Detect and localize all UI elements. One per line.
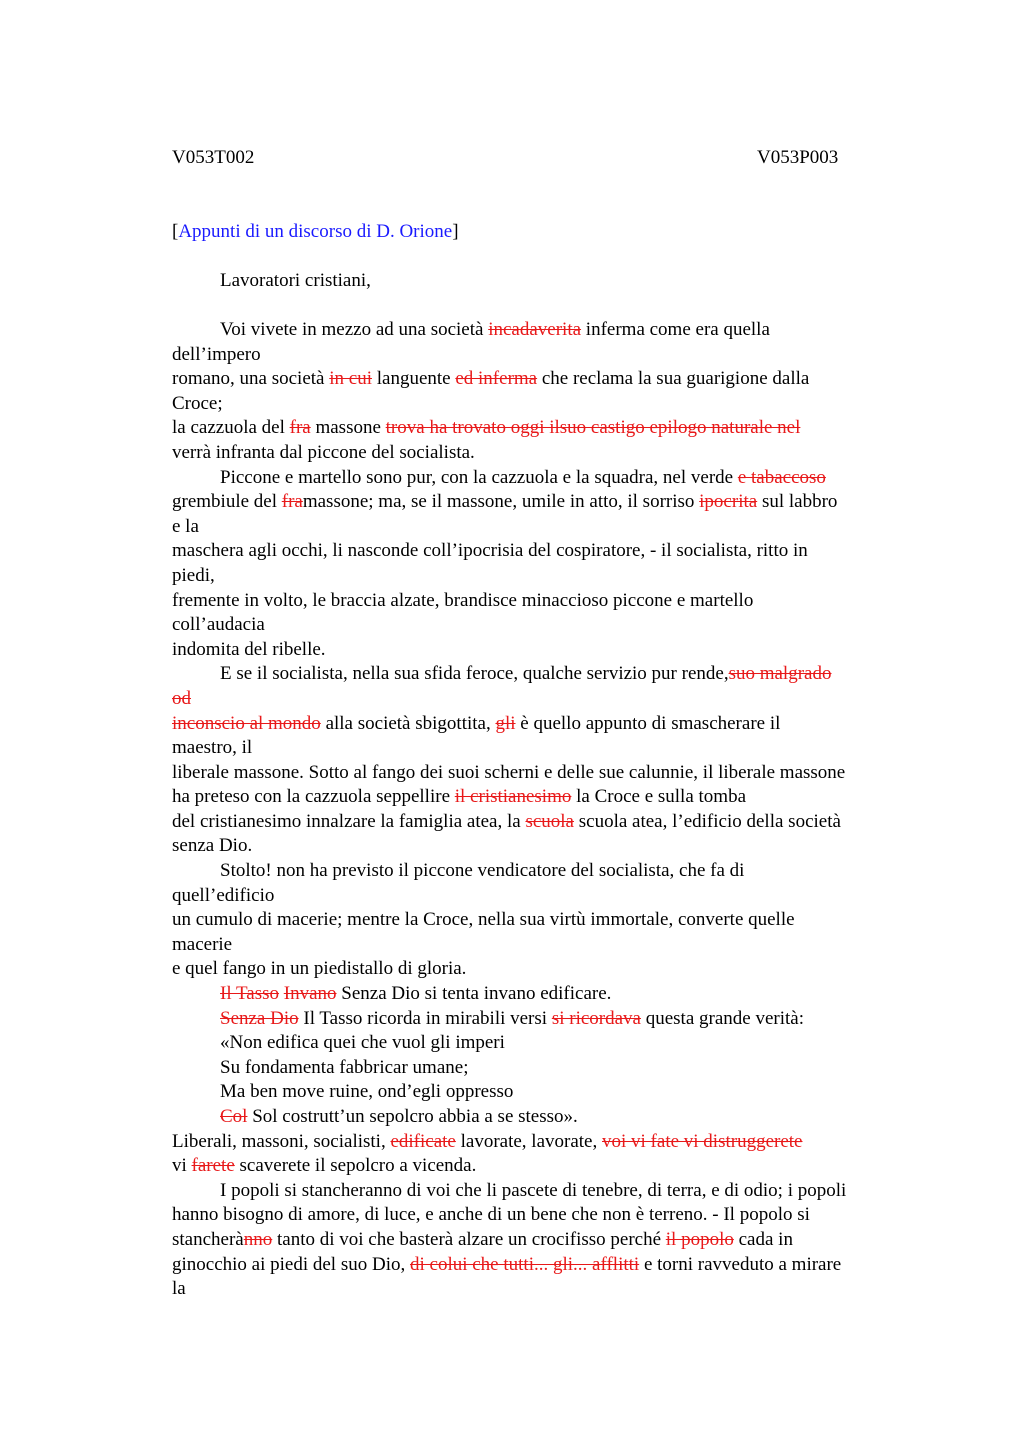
text-segment: Su fondamenta fabbricar umane; xyxy=(220,1056,469,1078)
text-segment: la Croce e sulla tomba xyxy=(571,786,747,808)
text-line xyxy=(172,416,912,441)
text-line xyxy=(172,908,912,933)
text-segment: sul labbro xyxy=(757,491,838,513)
text-line xyxy=(172,1031,912,1056)
text-segment: tanto di voi che basterà alzare un crocifisso perché xyxy=(272,1228,666,1250)
text-line xyxy=(172,810,912,835)
text-segment: questa grande verità: xyxy=(640,1007,804,1029)
text-segment: alla società sbigottita, xyxy=(320,712,496,734)
text-segment: fremente in volto, le braccia alzate, brandisce minaccioso piccone e martello xyxy=(172,589,754,611)
deleted-text: inconscio al mondo xyxy=(172,712,321,734)
text-segment: macerie xyxy=(172,933,233,955)
text-segment: E se il socialista, nella sua sfida feroce, qualche servizio pur rende, xyxy=(220,663,729,685)
text-line xyxy=(172,613,912,638)
text-line xyxy=(172,367,912,392)
deleted-text: trova ha trovato oggi ilsuo castigo epilogo naturale nel xyxy=(385,417,801,439)
deleted-text: il popolo xyxy=(665,1228,734,1250)
deleted-text: od xyxy=(172,687,191,709)
text-line xyxy=(172,662,912,687)
text-segment: piedi, xyxy=(172,564,215,586)
text-line xyxy=(172,564,912,589)
text-line xyxy=(172,712,912,737)
text-segment: «Non edifica quei che vuol gli imperi xyxy=(220,1032,505,1054)
deleted-text: farete xyxy=(191,1155,235,1177)
deleted-text: si ricordava xyxy=(551,1007,641,1029)
text-segment: indomita del ribelle. xyxy=(172,638,326,660)
text-segment: verrà infranta dal piccone del socialista. xyxy=(172,441,475,463)
text-line xyxy=(172,1154,912,1179)
text-segment: liberale massone. Sotto al fango dei suoi scherni e delle sue calunnie, il liberale massone xyxy=(172,761,846,783)
document-body xyxy=(172,318,912,1302)
deleted-text: Col xyxy=(220,1106,248,1127)
text-segment: quell’edificio xyxy=(172,884,275,906)
deleted-text: suo malgrado xyxy=(728,663,832,685)
text-segment: romano, una società xyxy=(172,368,330,390)
document-title: [Appunti di un discorso di D. Orione] xyxy=(172,221,459,242)
document-code-right: V053P003 xyxy=(757,147,839,168)
text-segment: coll’audacia xyxy=(172,614,265,636)
document-code-left: V053T002 xyxy=(172,147,255,168)
text-line xyxy=(172,466,912,491)
text-segment: languente xyxy=(371,368,456,390)
text-segment: stancherà xyxy=(172,1228,244,1250)
text-segment: scuola atea, l’edificio della società xyxy=(574,810,841,832)
text-line xyxy=(172,392,912,417)
text-segment: hanno bisogno di amore, di luce, e anche di un bene che non è terreno. - Il popolo si xyxy=(172,1204,810,1226)
text-line xyxy=(172,343,912,368)
deleted-text: di colui che tutti... gli... afflitti xyxy=(409,1253,640,1275)
text-segment: cada in xyxy=(733,1228,793,1250)
text-segment: dell’impero xyxy=(172,343,261,365)
text-segment: Ma ben move ruine, ond’egli oppresso xyxy=(220,1081,514,1103)
text-segment: è quello appunto di smascherare il xyxy=(515,712,781,734)
text-line xyxy=(172,589,912,614)
text-line xyxy=(172,490,912,515)
text-segment: Voi vivete in mezzo ad una società xyxy=(220,319,489,340)
text-line xyxy=(172,1105,912,1130)
text-segment: un cumulo di macerie; mentre la Croce, nella sua virtù immortale, converte quelle xyxy=(172,909,795,931)
text-line xyxy=(172,1253,912,1278)
deleted-text: Il Tasso xyxy=(220,983,280,1005)
text-segment: massone xyxy=(310,417,386,439)
deleted-text: fra xyxy=(281,491,303,513)
text-line xyxy=(172,933,912,958)
text-segment: Il Tasso ricorda in mirabili versi xyxy=(298,1007,552,1029)
text-segment: maschera agli occhi, li nasconde coll’ipocrisia del cospiratore, - il socialista, ritto in xyxy=(172,540,808,562)
text-segment: Stolto! non ha previsto il piccone vendicatore del socialista, che fa di xyxy=(220,860,745,882)
deleted-text: Invano xyxy=(283,983,337,1005)
text-segment: del cristianesimo innalzare la famiglia atea, la xyxy=(172,810,526,832)
deleted-text: gli xyxy=(495,712,516,734)
deleted-text: voi vi fate vi distruggerete xyxy=(602,1130,803,1152)
deleted-text: scuola xyxy=(525,810,574,832)
text-line xyxy=(172,1080,912,1105)
text-segment: la xyxy=(172,1278,186,1300)
text-line xyxy=(172,1056,912,1081)
text-line xyxy=(172,834,912,859)
text-line xyxy=(172,761,912,786)
deleted-text: fra xyxy=(289,417,311,439)
text-segment: Senza Dio si tenta invano edificare. xyxy=(336,983,612,1005)
text-segment: Piccone e martello sono pur, con la cazzuola e la squadra, nel verde xyxy=(220,466,738,488)
text-line xyxy=(172,859,912,884)
text-segment: scaverete il sepolcro a vicenda. xyxy=(234,1155,477,1177)
text-segment: I popoli si stancheranno di voi che li pascete di tenebre, di terra, e di odio; i popoli xyxy=(220,1179,847,1201)
text-segment: Liberali, massoni, socialisti, xyxy=(172,1130,391,1152)
text-segment: e torni ravveduto a mirare xyxy=(639,1253,842,1275)
text-segment: e la xyxy=(172,515,199,537)
text-segment: grembiule del xyxy=(172,491,282,513)
text-line xyxy=(172,318,912,343)
text-segment: inferma come era quella xyxy=(581,319,770,340)
text-line xyxy=(172,1203,912,1228)
text-segment: lavorate, lavorate, xyxy=(455,1130,602,1152)
deleted-text: incadaverita xyxy=(488,319,582,340)
title-text: Appunti di un discorso di D. Orione xyxy=(178,221,453,242)
deleted-text: ipocrita xyxy=(699,491,758,513)
text-line xyxy=(172,982,912,1007)
text-line xyxy=(172,957,912,982)
text-line xyxy=(172,1277,912,1302)
text-segment: maestro, il xyxy=(172,737,253,759)
text-line xyxy=(172,1179,912,1204)
deleted-text: in cui xyxy=(329,368,372,390)
text-line xyxy=(172,1130,912,1155)
text-line xyxy=(172,785,912,810)
deleted-text: il cristianesimo xyxy=(454,786,572,808)
text-line xyxy=(172,884,912,909)
text-segment: ha preteso con la cazzuola seppellire xyxy=(172,786,455,808)
deleted-text: nno xyxy=(243,1228,273,1250)
text-line xyxy=(172,1228,912,1253)
text-line xyxy=(172,441,912,466)
text-segment: Croce; xyxy=(172,392,223,414)
text-line xyxy=(172,687,912,712)
greeting: Lavoratori cristiani, xyxy=(220,270,371,291)
text-segment: senza Dio. xyxy=(172,835,253,857)
text-segment: massone; ma, se il massone, umile in atto, il sorriso xyxy=(302,491,700,513)
text-line xyxy=(172,515,912,540)
text-segment: Sol costrutt’un sepolcro abbia a se stesso». xyxy=(247,1106,578,1127)
text-segment: la cazzuola del xyxy=(172,417,290,439)
text-segment: vi xyxy=(172,1155,192,1177)
text-segment: ginocchio ai piedi del suo Dio, xyxy=(172,1253,410,1275)
deleted-text: e tabaccoso xyxy=(737,466,826,488)
text-line xyxy=(172,638,912,663)
text-line xyxy=(172,1007,912,1032)
deleted-text: edificate xyxy=(390,1130,456,1152)
text-line xyxy=(172,736,912,761)
text-line xyxy=(172,539,912,564)
text-segment: e quel fango in un piedistallo di gloria. xyxy=(172,958,467,980)
text-segment: che reclama la sua guarigione dalla xyxy=(537,368,810,390)
deleted-text: Senza Dio xyxy=(220,1007,299,1029)
deleted-text: ed inferma xyxy=(455,368,538,390)
